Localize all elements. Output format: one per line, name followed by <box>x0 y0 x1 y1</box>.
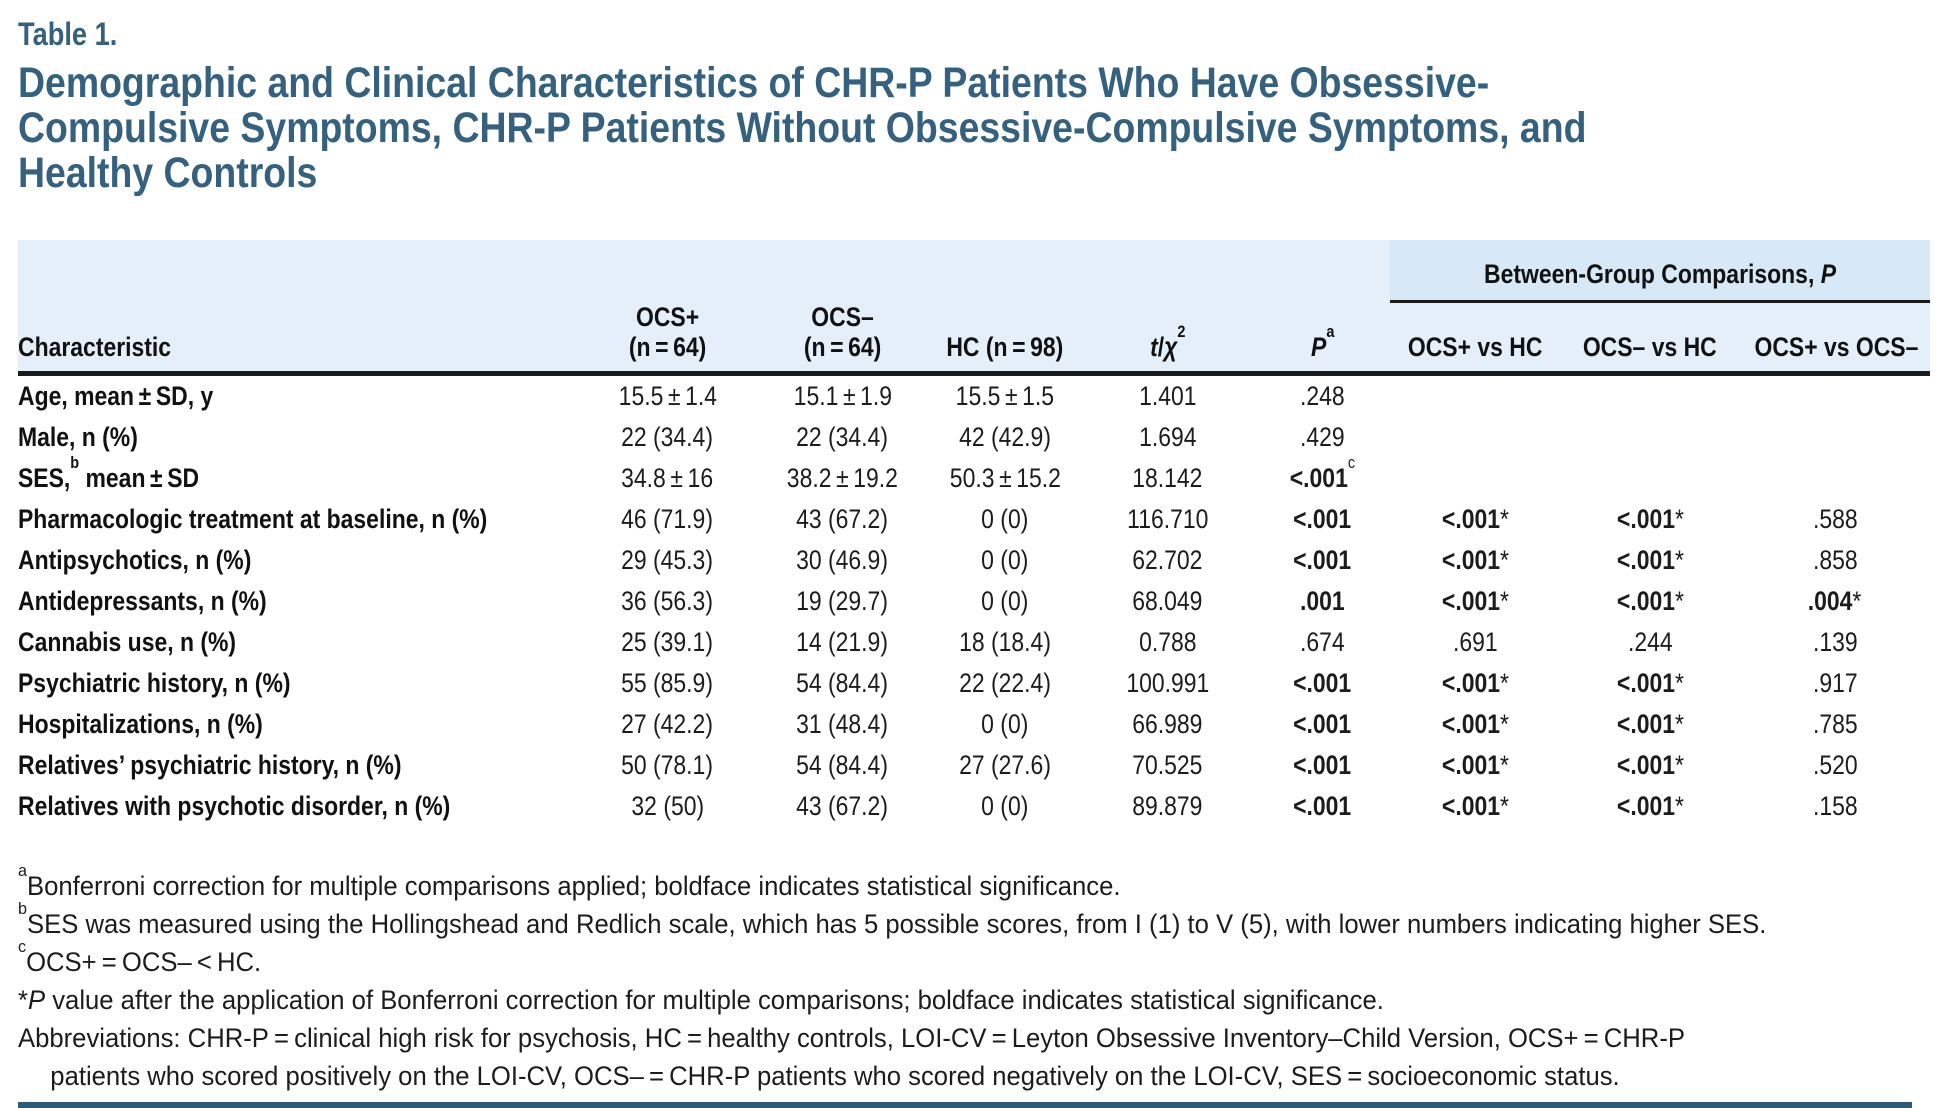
value-cell: .674 <box>1300 626 1345 657</box>
footnotes <box>18 860 1930 1095</box>
value-cell <box>1390 417 1560 458</box>
value-cell: .588 <box>1812 503 1858 534</box>
row-label: Male, n (%) <box>18 421 138 452</box>
value-cell: 42 (42.9) <box>959 421 1051 452</box>
col-header-ocs-plus: OCS+ (n = 64) <box>580 302 755 374</box>
value-cell: 50.3 ± 15.2 <box>949 462 1061 493</box>
value-cell <box>1740 373 1930 417</box>
col-header-ocs-plus-vs-hc: OCS+ vs HC <box>1390 302 1560 374</box>
page-title-line-3: Healthy Controls <box>18 149 318 197</box>
value-cell: 0 (0) <box>981 708 1029 739</box>
value-cell: 50 (78.1) <box>621 749 714 780</box>
value-cell: <.001$^c$ <box>1289 452 1356 493</box>
value-cell: 1.401 <box>1138 380 1197 411</box>
table-body <box>18 373 1930 827</box>
value-cell: .244 <box>1627 626 1673 657</box>
table-row <box>18 417 1930 458</box>
value-cell: .004* <box>1808 585 1862 616</box>
value-cell: <.001* <box>1441 790 1509 821</box>
header-spacer <box>18 240 1390 302</box>
col-header-ocs-minus: OCS– (n = 64) <box>755 302 930 374</box>
value-cell: 0 (0) <box>981 790 1029 821</box>
value-cell: <.001* <box>1441 749 1509 780</box>
value-cell: 54 (84.4) <box>796 667 889 698</box>
value-cell: 68.049 <box>1132 585 1203 616</box>
value-cell: 27 (42.2) <box>621 708 714 739</box>
value-cell: .158 <box>1812 790 1858 821</box>
value-cell <box>1740 458 1930 499</box>
row-label: Relatives with psychotic disorder, n (%) <box>18 790 451 821</box>
value-cell: 34.8 ± 16 <box>621 462 714 493</box>
col-header-ocs-plus-vs-ocs-minus: OCS+ vs OCS– <box>1740 302 1930 374</box>
value-cell: 0 (0) <box>981 585 1029 616</box>
table-row <box>18 458 1930 499</box>
value-cell: <.001* <box>1616 667 1684 698</box>
value-cell <box>1560 458 1740 499</box>
value-cell: 1.694 <box>1138 421 1197 452</box>
page-title-line-1: Demographic and Clinical Characteristics of CHR-P Patients Who Have Obsessive- <box>18 59 1490 107</box>
footnote-a: $^a$Bonferroni correction for multiple comparisons applied; boldface indicates statistical significance. <box>18 860 1121 901</box>
footnote-c: $^c$OCS+ = OCS– < HC. <box>18 936 262 977</box>
value-cell: 31 (48.4) <box>796 708 889 739</box>
value-cell: 0 (0) <box>981 544 1029 575</box>
row-label: SES,$^b$ mean ± SD <box>18 452 200 493</box>
value-cell: <.001* <box>1441 544 1509 575</box>
table-row <box>18 373 1930 417</box>
value-cell: 36 (56.3) <box>621 585 714 616</box>
value-cell: 18 (18.4) <box>959 626 1051 657</box>
value-cell: .429 <box>1300 421 1345 452</box>
row-label: Cannabis use, n (%) <box>18 626 237 657</box>
value-cell: 27 (27.6) <box>959 749 1051 780</box>
value-cell: .785 <box>1812 708 1858 739</box>
value-cell: .917 <box>1812 667 1858 698</box>
value-cell: .691 <box>1452 626 1498 657</box>
value-cell: .520 <box>1812 749 1858 780</box>
value-cell: 66.989 <box>1132 708 1203 739</box>
footnote-b: $^b$SES was measured using the Hollingshead and Redlich scale, which has 5 possible scores, from I (1) to V (5), with lower numbers indicating higher SES. <box>18 898 1767 939</box>
value-cell: .001 <box>1300 585 1345 616</box>
table-row <box>18 786 1930 827</box>
value-cell: 116.710 <box>1126 503 1209 534</box>
value-cell: <.001* <box>1441 708 1509 739</box>
table-row <box>18 581 1930 622</box>
table-row <box>18 663 1930 704</box>
value-cell: <.001 <box>1293 544 1352 575</box>
value-cell: 22 (34.4) <box>796 421 889 452</box>
value-cell: <.001* <box>1616 544 1684 575</box>
value-cell: 22 (34.4) <box>621 421 714 452</box>
value-cell <box>1560 417 1740 458</box>
value-cell: 19 (29.7) <box>796 585 889 616</box>
row-label: Psychiatric history, n (%) <box>18 667 291 698</box>
table-row <box>18 745 1930 786</box>
value-cell: .248 <box>1300 380 1345 411</box>
value-cell: <.001* <box>1616 749 1684 780</box>
value-cell: <.001* <box>1616 790 1684 821</box>
footnote-abbreviations-line-2: patients who scored positively on the LOI-CV, OCS– = CHR-P patients who scored negatively on the LOI-CV, SES = socioeconomic status. <box>50 1060 1620 1091</box>
value-cell: <.001* <box>1441 503 1509 534</box>
value-cell: 29 (45.3) <box>621 544 714 575</box>
row-label: Antidepressants, n (%) <box>18 585 267 616</box>
value-cell: 15.5 ± 1.4 <box>618 380 717 411</box>
value-cell <box>1390 373 1560 417</box>
value-cell <box>1560 373 1740 417</box>
value-cell: .139 <box>1812 626 1858 657</box>
value-cell: 54 (84.4) <box>796 749 889 780</box>
value-cell <box>1740 417 1930 458</box>
col-header-p: $P^a$ <box>1255 302 1390 374</box>
value-cell: 38.2 ± 19.2 <box>786 462 899 493</box>
value-cell: <.001 <box>1293 790 1352 821</box>
col-header-hc: HC (n = 98) <box>930 302 1080 374</box>
between-group-comparisons-header <box>1390 240 1930 302</box>
value-cell: <.001* <box>1616 503 1684 534</box>
value-cell: 0.788 <box>1138 626 1197 657</box>
footnote-asterisk: *P value after the application of Bonferroni correction for multiple comparisons; boldface indicates statistical significance. <box>18 984 1384 1015</box>
column-header-row <box>18 302 1930 374</box>
row-label: Hospitalizations, n (%) <box>18 708 263 739</box>
value-cell: 32 (50) <box>631 790 704 821</box>
page-title-line-2: Compulsive Symptoms, CHR-P Patients Without Obsessive-Compulsive Symptoms, and <box>18 104 1587 152</box>
value-cell: 43 (67.2) <box>796 503 889 534</box>
between-group-label: Between-Group Comparisons, <box>1484 259 1821 289</box>
value-cell: <.001* <box>1441 585 1509 616</box>
value-cell: 18.142 <box>1132 462 1203 493</box>
between-group-p: P <box>1820 259 1836 289</box>
table-row <box>18 499 1930 540</box>
row-label: Pharmacologic treatment at baseline, n (%) <box>18 503 488 534</box>
value-cell: 14 (21.9) <box>796 626 889 657</box>
row-label: Antipsychotics, n (%) <box>18 544 252 575</box>
value-cell: <.001 <box>1293 667 1352 698</box>
col-header-t-chi2: $t/\chi^2$ <box>1080 302 1255 374</box>
bottom-rule <box>18 1102 1912 1108</box>
row-label: Age, mean ± SD, y <box>18 380 214 411</box>
value-cell <box>1390 458 1560 499</box>
value-cell: .858 <box>1812 544 1858 575</box>
value-cell: 0 (0) <box>981 503 1029 534</box>
table-row <box>18 622 1930 663</box>
row-label: Relatives’ psychiatric history, n (%) <box>18 749 402 780</box>
table-row <box>18 540 1930 581</box>
data-table <box>18 240 1930 827</box>
value-cell: 25 (39.1) <box>621 626 714 657</box>
value-cell: 100.991 <box>1126 667 1209 698</box>
value-cell: <.001 <box>1293 749 1352 780</box>
col-header-characteristic: Characteristic <box>18 302 580 374</box>
group-header-row <box>18 240 1930 302</box>
value-cell: <.001* <box>1616 708 1684 739</box>
footnote-abbreviations-line-1: Abbreviations: CHR-P = clinical high risk for psychosis, HC = healthy controls, LOI-CV = Leyton Obsessive Inventory–Child Version, OCS+ = CHR-P <box>18 1022 1685 1053</box>
value-cell: 15.1 ± 1.9 <box>793 380 892 411</box>
value-cell: <.001 <box>1293 708 1352 739</box>
value-cell: 55 (85.9) <box>621 667 714 698</box>
value-cell: 22 (22.4) <box>959 667 1051 698</box>
value-cell: <.001 <box>1293 503 1352 534</box>
value-cell: 70.525 <box>1132 749 1203 780</box>
value-cell: 89.879 <box>1132 790 1203 821</box>
table-label: Table 1. <box>18 16 118 52</box>
value-cell: <.001* <box>1441 667 1509 698</box>
col-header-ocs-minus-vs-hc: OCS– vs HC <box>1560 302 1740 374</box>
value-cell: 30 (46.9) <box>796 544 889 575</box>
table-row <box>18 704 1930 745</box>
value-cell: <.001* <box>1616 585 1684 616</box>
value-cell: 62.702 <box>1132 544 1203 575</box>
value-cell: 15.5 ± 1.5 <box>955 380 1055 411</box>
value-cell: 46 (71.9) <box>621 503 714 534</box>
page-title <box>18 61 1930 196</box>
value-cell: 43 (67.2) <box>796 790 889 821</box>
